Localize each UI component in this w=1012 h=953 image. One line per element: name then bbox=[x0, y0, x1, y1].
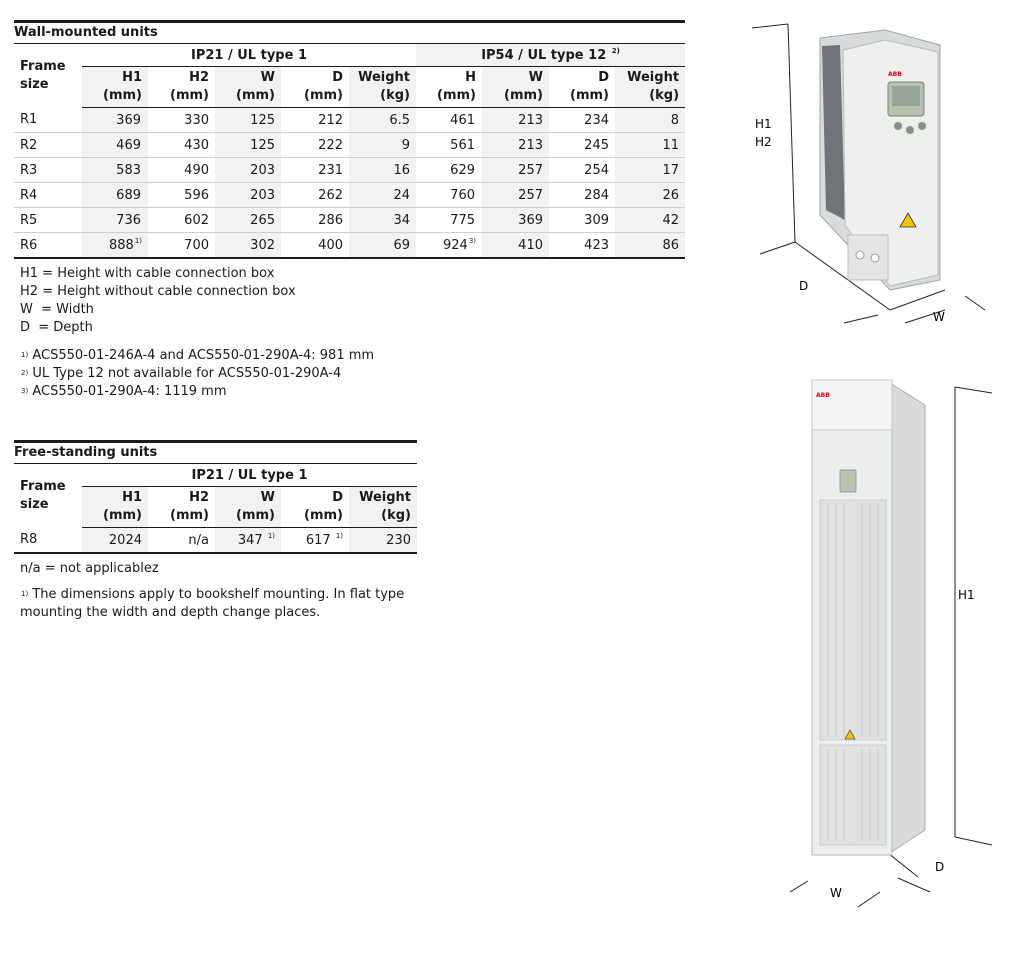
wt54-cell: 42 bbox=[615, 208, 685, 233]
cabinet-side bbox=[890, 383, 925, 853]
d54-cell: 423 bbox=[549, 233, 615, 259]
free-notes bbox=[14, 560, 417, 622]
h-top-tick bbox=[752, 24, 788, 28]
d54-cell: 234 bbox=[549, 108, 615, 133]
footnote-1: $^{1)}$ ACS550-01-246A-4 and ACS550-01-290A-4: 981 mm bbox=[21, 348, 375, 363]
legend-d: D = Depth bbox=[20, 320, 93, 335]
w-axis bbox=[890, 290, 945, 310]
free-standing-table bbox=[14, 464, 417, 554]
free-col-d: D (mm) bbox=[281, 487, 349, 528]
col-h2: H2 (mm) bbox=[148, 67, 215, 108]
w-tick-left bbox=[790, 881, 808, 892]
h1-cell: 736 bbox=[82, 208, 148, 233]
h2-cell: 596 bbox=[148, 183, 215, 208]
d-cell: 231 bbox=[281, 158, 349, 183]
h2-cell: 490 bbox=[148, 158, 215, 183]
col-w-ip54: W (mm) bbox=[482, 67, 549, 108]
brand-logo: ABB bbox=[888, 71, 902, 78]
d-tick bbox=[898, 878, 930, 892]
h2-cell: 330 bbox=[148, 108, 215, 133]
d54-cell: 309 bbox=[549, 208, 615, 233]
table-row bbox=[14, 233, 685, 259]
h-cell: 760 bbox=[416, 183, 482, 208]
h1-cell: 469 bbox=[82, 133, 148, 158]
h-cell: 629 bbox=[416, 158, 482, 183]
upper-grille bbox=[820, 500, 886, 740]
free-drive-diagram bbox=[780, 375, 1012, 915]
table-row bbox=[14, 133, 685, 158]
w54-cell: 213 bbox=[482, 108, 549, 133]
weight-cell: 230 bbox=[349, 528, 417, 554]
frame-cell: R1 bbox=[14, 108, 82, 133]
d-cell: 222 bbox=[281, 133, 349, 158]
label-h1: H1 bbox=[755, 117, 772, 131]
wall-mounted-table bbox=[14, 44, 685, 259]
label-d: D bbox=[935, 860, 945, 874]
d54-cell: 284 bbox=[549, 183, 615, 208]
wall-legend bbox=[14, 265, 685, 337]
frame-cell: R3 bbox=[14, 158, 82, 183]
table-row bbox=[14, 183, 685, 208]
h-cell: 461 bbox=[416, 108, 482, 133]
h-cell: 561 bbox=[416, 133, 482, 158]
h2-cell: 430 bbox=[148, 133, 215, 158]
h1-bottom-tick bbox=[955, 837, 992, 845]
table-row bbox=[14, 528, 417, 554]
frame-cell: R4 bbox=[14, 183, 82, 208]
col-d-ip54: D (mm) bbox=[549, 67, 615, 108]
col-w: W (mm) bbox=[215, 67, 281, 108]
table-row bbox=[14, 208, 685, 233]
panel-button-icon bbox=[906, 126, 914, 134]
wall-mounted-section bbox=[14, 20, 685, 401]
wt-cell: 34 bbox=[349, 208, 416, 233]
wt-cell: 24 bbox=[349, 183, 416, 208]
col-d: D (mm) bbox=[281, 67, 349, 108]
lower-grille bbox=[820, 745, 886, 845]
label-h1: H1 bbox=[958, 588, 975, 602]
w-cell: 203 bbox=[215, 158, 281, 183]
frame-cell: R6 bbox=[14, 233, 82, 259]
lcd-screen bbox=[892, 86, 920, 106]
wall-drive-diagram bbox=[740, 10, 1012, 340]
h-bottom-tick bbox=[760, 242, 795, 254]
col-h1: H1 (mm) bbox=[82, 67, 148, 108]
h2-cell: 700 bbox=[148, 233, 215, 259]
d54-cell: 254 bbox=[549, 158, 615, 183]
w-cell: 347 $^{1)}$ bbox=[215, 528, 281, 554]
label-d: D bbox=[799, 279, 809, 293]
panel-button-icon bbox=[894, 122, 902, 130]
w-tick-right bbox=[858, 892, 880, 907]
footnote-2: $^{2)}$ UL Type 12 not available for ACS550-01-290A-4 bbox=[21, 366, 342, 381]
d-cell: 400 bbox=[281, 233, 349, 259]
frame-cell: R8 bbox=[14, 528, 82, 554]
d54-cell: 245 bbox=[549, 133, 615, 158]
w54-cell: 369 bbox=[482, 208, 549, 233]
legend-h1: H1 = Height with cable connection box bbox=[20, 266, 275, 281]
wall-column-headers bbox=[14, 67, 685, 108]
wt54-cell: 26 bbox=[615, 183, 685, 208]
col-weight: Weight (kg) bbox=[349, 67, 416, 108]
w-cell: 302 bbox=[215, 233, 281, 259]
table-row bbox=[14, 158, 685, 183]
d-cell: 286 bbox=[281, 208, 349, 233]
free-frame-size-header: Frame size bbox=[20, 478, 66, 512]
col-weight-ip54: Weight (kg) bbox=[615, 67, 685, 108]
wt-cell: 69 bbox=[349, 233, 416, 259]
w-cell: 265 bbox=[215, 208, 281, 233]
cable-gland-icon bbox=[856, 251, 864, 259]
h-axis bbox=[788, 24, 795, 242]
free-col-h2: H2 (mm) bbox=[148, 487, 215, 528]
ip21-group-header: IP21 / UL type 1 bbox=[82, 44, 416, 67]
free-col-h1: H1 (mm) bbox=[82, 487, 148, 528]
wt-cell: 9 bbox=[349, 133, 416, 158]
d-tick bbox=[844, 315, 878, 323]
w54-cell: 257 bbox=[482, 158, 549, 183]
ip54-group-header: IP54 / UL type 12 $^{2)}$ bbox=[416, 44, 685, 67]
wt54-cell: 86 bbox=[615, 233, 685, 259]
h-cell: 924$^{3)}$ bbox=[416, 233, 482, 259]
free-ip21-group-header: IP21 / UL type 1 bbox=[82, 464, 417, 487]
wt54-cell: 17 bbox=[615, 158, 685, 183]
d-cell: 262 bbox=[281, 183, 349, 208]
free-footnote: $^{1)}$ The dimensions apply to bookshelf mounting. In flat type mounting the width and depth change places. bbox=[20, 587, 405, 620]
h1-cell: 583 bbox=[82, 158, 148, 183]
w-cell: 125 bbox=[215, 133, 281, 158]
h1-cell: 2024 bbox=[82, 528, 148, 554]
cabinet-top-panel bbox=[812, 380, 892, 430]
wall-mounted-title: Wall-mounted units bbox=[14, 23, 685, 44]
cable-box bbox=[848, 235, 888, 280]
footnote-3: $^{3)}$ ACS550-01-290A-4: 1119 mm bbox=[21, 384, 227, 399]
d-cell: 617 $^{1)}$ bbox=[281, 528, 349, 554]
free-standing-title: Free-standing units bbox=[14, 443, 417, 464]
h1-cell: 689 bbox=[82, 183, 148, 208]
h2-cell: 602 bbox=[148, 208, 215, 233]
h-cell: 775 bbox=[416, 208, 482, 233]
panel-button-icon bbox=[918, 122, 926, 130]
legend-h2: H2 = Height without cable connection box bbox=[20, 284, 296, 299]
wt54-cell: 8 bbox=[615, 108, 685, 133]
w54-cell: 410 bbox=[482, 233, 549, 259]
w-cell: 203 bbox=[215, 183, 281, 208]
na-note: n/a = not applicablez bbox=[20, 561, 159, 576]
frame-cell: R5 bbox=[14, 208, 82, 233]
frame-cell: R2 bbox=[14, 133, 82, 158]
label-h2: H2 bbox=[755, 135, 772, 149]
h1-cell: 369 bbox=[82, 108, 148, 133]
wt54-cell: 11 bbox=[615, 133, 685, 158]
wt-cell: 16 bbox=[349, 158, 416, 183]
w-tick-right bbox=[965, 296, 985, 310]
free-standing-section bbox=[14, 440, 417, 622]
free-col-w: W (mm) bbox=[215, 487, 281, 528]
col-h-ip54: H (mm) bbox=[416, 67, 482, 108]
w54-cell: 213 bbox=[482, 133, 549, 158]
frame-size-header: Frame size bbox=[20, 58, 66, 92]
d-cell: 212 bbox=[281, 108, 349, 133]
d-axis bbox=[888, 853, 918, 877]
table-row bbox=[14, 108, 685, 133]
h2-cell: n/a bbox=[148, 528, 215, 554]
h1-top-tick bbox=[955, 387, 992, 393]
legend-w: W = Width bbox=[20, 302, 94, 317]
w54-cell: 257 bbox=[482, 183, 549, 208]
wt-cell: 6.5 bbox=[349, 108, 416, 133]
wall-footnotes bbox=[14, 347, 685, 401]
cable-gland-icon bbox=[871, 254, 879, 262]
free-col-weight: Weight (kg) bbox=[349, 487, 417, 528]
brand-logo: ABB bbox=[816, 392, 830, 399]
label-w: W bbox=[830, 886, 842, 900]
label-w: W bbox=[933, 310, 945, 324]
control-panel-display bbox=[840, 470, 856, 492]
w-cell: 125 bbox=[215, 108, 281, 133]
h1-cell: 888$^{1)}$ bbox=[82, 233, 148, 259]
